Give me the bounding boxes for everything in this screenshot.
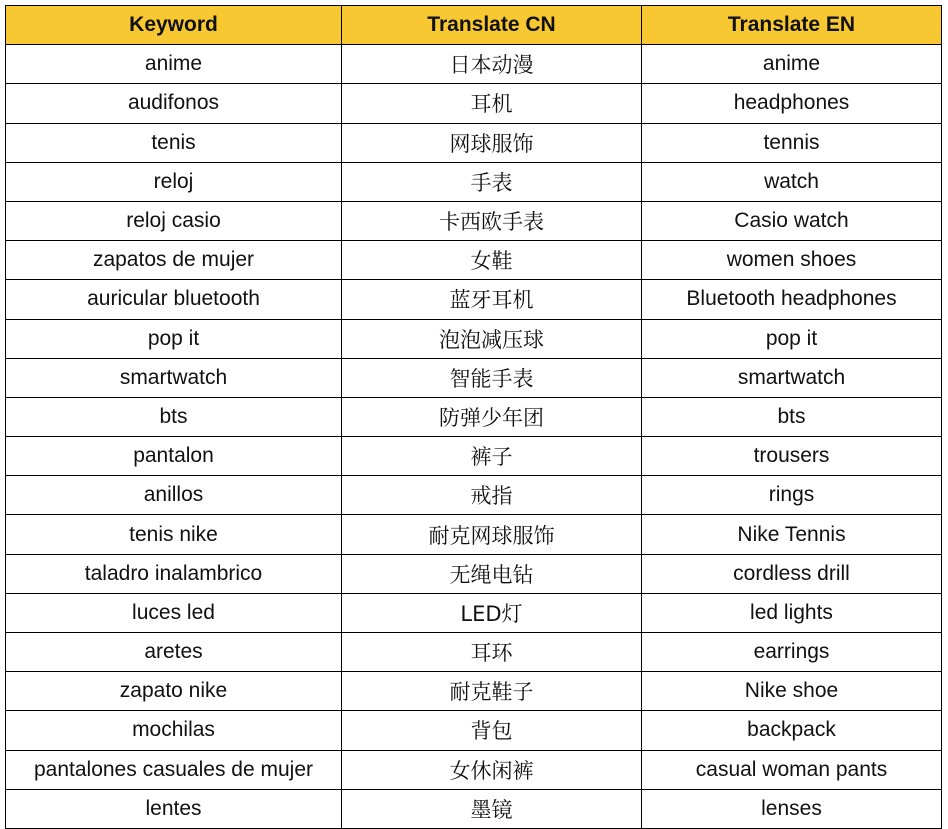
translate-cn-cell: 防弹少年团 (342, 397, 642, 436)
keyword-cell: auricular bluetooth (6, 280, 342, 319)
translate-en-cell: smartwatch (642, 358, 942, 397)
table-row (6, 476, 942, 515)
keyword-cell: zapato nike (6, 672, 342, 711)
keyword-cell: luces led (6, 593, 342, 632)
keyword-cell: lentes (6, 789, 342, 828)
table-row (6, 319, 942, 358)
translate-en-cell: led lights (642, 593, 942, 632)
translate-en-cell: women shoes (642, 241, 942, 280)
keyword-cell: anillos (6, 476, 342, 515)
keyword-cell: audifonos (6, 84, 342, 123)
table-row (6, 711, 942, 750)
translate-cn-cell: 日本动漫 (342, 45, 642, 84)
table-row (6, 437, 942, 476)
table-body (6, 45, 942, 829)
translate-en-cell: headphones (642, 84, 942, 123)
translate-en-cell: tennis (642, 123, 942, 162)
table-row (6, 593, 942, 632)
translate-cn-cell: 泡泡减压球 (342, 319, 642, 358)
translate-en-cell: earrings (642, 633, 942, 672)
table-row (6, 162, 942, 201)
translate-en-cell: trousers (642, 437, 942, 476)
translate-en-cell: Nike shoe (642, 672, 942, 711)
translate-en-cell: rings (642, 476, 942, 515)
table-row (6, 672, 942, 711)
table-row (6, 45, 942, 84)
translate-cn-cell: 卡西欧手表 (342, 201, 642, 240)
translate-cn-cell: 无绳电钻 (342, 554, 642, 593)
keyword-cell: aretes (6, 633, 342, 672)
header-translate-en: Translate EN (642, 6, 942, 45)
table-row (6, 123, 942, 162)
table-header (6, 6, 942, 45)
header-row (6, 6, 942, 45)
keyword-cell: taladro inalambrico (6, 554, 342, 593)
translate-en-cell: Bluetooth headphones (642, 280, 942, 319)
keyword-cell: reloj (6, 162, 342, 201)
translate-cn-cell: 网球服饰 (342, 123, 642, 162)
keyword-cell: zapatos de mujer (6, 241, 342, 280)
translate-cn-cell: LED灯 (342, 593, 642, 632)
keyword-cell: smartwatch (6, 358, 342, 397)
translate-en-cell: Casio watch (642, 201, 942, 240)
translate-cn-cell: 蓝牙耳机 (342, 280, 642, 319)
translate-en-cell: pop it (642, 319, 942, 358)
translate-cn-cell: 耳机 (342, 84, 642, 123)
keyword-cell: pop it (6, 319, 342, 358)
table-row (6, 280, 942, 319)
translate-cn-cell: 耐克网球服饰 (342, 515, 642, 554)
table-row (6, 241, 942, 280)
translate-cn-cell: 背包 (342, 711, 642, 750)
translate-en-cell: backpack (642, 711, 942, 750)
table-row (6, 84, 942, 123)
keyword-translation-table (5, 5, 942, 829)
translate-cn-cell: 智能手表 (342, 358, 642, 397)
table-row (6, 358, 942, 397)
header-keyword: Keyword (6, 6, 342, 45)
keyword-cell: tenis nike (6, 515, 342, 554)
keyword-cell: anime (6, 45, 342, 84)
translate-cn-cell: 耳环 (342, 633, 642, 672)
table-row (6, 750, 942, 789)
translation-table-container (5, 5, 942, 829)
translate-en-cell: anime (642, 45, 942, 84)
translate-en-cell: casual woman pants (642, 750, 942, 789)
translate-en-cell: bts (642, 397, 942, 436)
keyword-cell: tenis (6, 123, 342, 162)
table-row (6, 201, 942, 240)
translate-cn-cell: 手表 (342, 162, 642, 201)
keyword-cell: pantalones casuales de mujer (6, 750, 342, 789)
translate-cn-cell: 女休闲裤 (342, 750, 642, 789)
translate-en-cell: Nike Tennis (642, 515, 942, 554)
translate-en-cell: watch (642, 162, 942, 201)
translate-en-cell: cordless drill (642, 554, 942, 593)
table-row (6, 515, 942, 554)
keyword-cell: mochilas (6, 711, 342, 750)
keyword-cell: pantalon (6, 437, 342, 476)
translate-cn-cell: 墨镜 (342, 789, 642, 828)
translate-cn-cell: 耐克鞋子 (342, 672, 642, 711)
table-row (6, 789, 942, 828)
table-row (6, 633, 942, 672)
keyword-cell: reloj casio (6, 201, 342, 240)
translate-cn-cell: 裤子 (342, 437, 642, 476)
keyword-cell: bts (6, 397, 342, 436)
translate-cn-cell: 戒指 (342, 476, 642, 515)
translate-en-cell: lenses (642, 789, 942, 828)
translate-cn-cell: 女鞋 (342, 241, 642, 280)
table-row (6, 554, 942, 593)
header-translate-cn: Translate CN (342, 6, 642, 45)
table-row (6, 397, 942, 436)
